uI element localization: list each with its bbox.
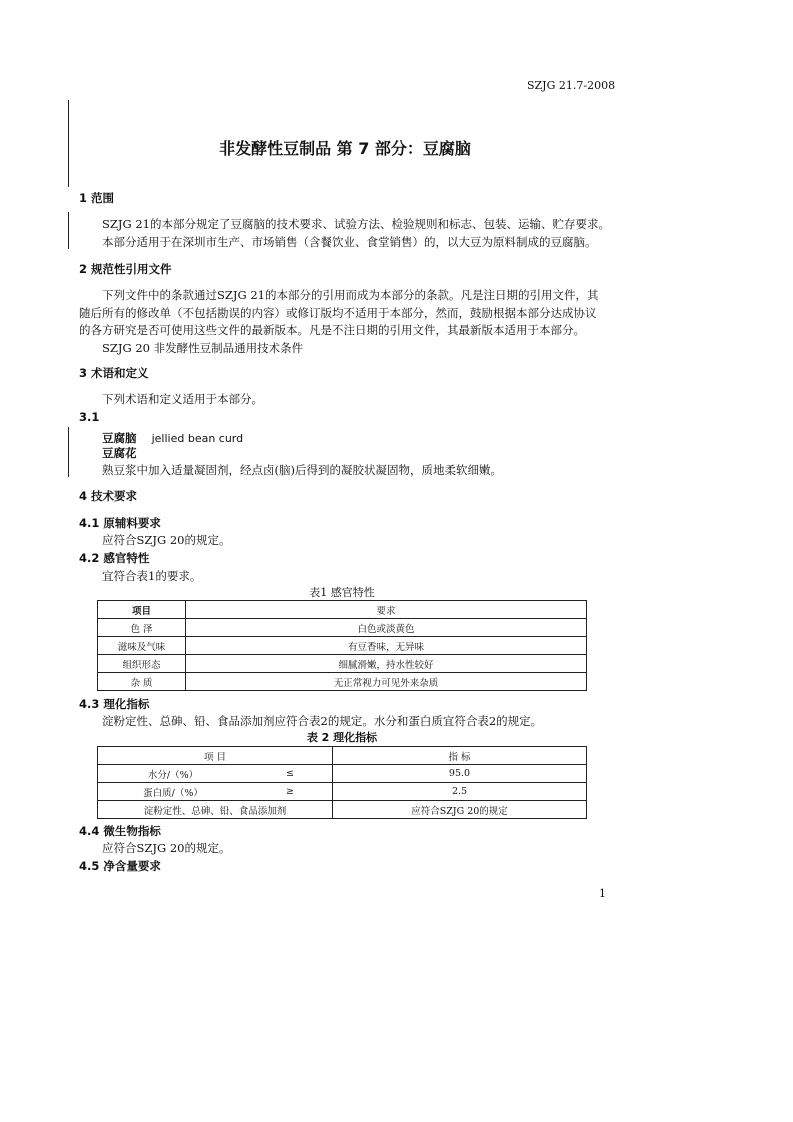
section-heading: 3 术语和定义 — [79, 366, 149, 380]
paragraph: 本部分适用于在深圳市生产、市场销售（含餐饮业、食堂销售）的，以大豆为原料制成的豆腐脑。 — [102, 235, 597, 249]
paragraph: 的各方研究是否可使用这些文件的最新版本。凡是不注日期的引用文件，其最新版本适用于本部分。 — [79, 323, 585, 337]
standard-code: SZJG 21.7-2008 — [527, 79, 616, 92]
table-row — [98, 673, 587, 691]
table-row — [98, 619, 587, 637]
table-row — [98, 655, 587, 673]
term-definition: 熟豆浆中加入适量凝固剂，经点卤(脑)后得到的凝胶状凝固物，质地柔软细嫩。 — [102, 463, 502, 477]
section-heading: 2 规范性引用文件 — [79, 262, 172, 276]
paragraph: 应符合SZJG 20的规定。 — [102, 533, 231, 547]
term-line — [102, 427, 243, 446]
physicochemical-table — [97, 746, 587, 819]
table-cell: 色 泽 — [98, 619, 186, 637]
table-cell: 淀粉定性、总砷、铅、食品添加剂 — [98, 801, 333, 819]
table-header-cell: 项 目 — [98, 747, 333, 765]
table-caption: 表1 感官特性 — [309, 586, 375, 599]
table-cell: 白色或淡黄色 — [186, 619, 587, 637]
table-row — [98, 765, 587, 783]
paragraph: 随后所有的修改单（不包括勘误的内容）或修订版均不适用于本部分，然而，鼓励根据本部分达成协议 — [79, 306, 597, 320]
revision-bar — [68, 212, 69, 249]
table-row — [98, 783, 587, 801]
subsection-heading: 4.2 感官特性 — [79, 551, 150, 565]
paragraph: SZJG 21的本部分规定了豆腐脑的技术要求、试验方法、检验规则和标志、包装、运输、贮存要求。 — [102, 217, 610, 231]
table-header-cell: 要求 — [186, 601, 587, 619]
table-cell: 细腻滑嫩，持水性较好 — [186, 655, 587, 673]
table-cell: 无正常视力可见外来杂质 — [186, 673, 587, 691]
sensory-table — [97, 600, 587, 691]
paragraph: 下列术语和定义适用于本部分。 — [102, 392, 263, 406]
table-cell: 有豆香味，无异味 — [186, 637, 587, 655]
table-cell: 杂 质 — [98, 673, 186, 691]
revision-bar — [68, 427, 69, 477]
table-cell: 蛋白质/（%） — [98, 783, 249, 801]
table-header-row — [98, 747, 587, 765]
document-title: 非发酵性豆制品 第 7 部分：豆腐脑 — [219, 139, 471, 158]
term-english: jellied bean curd — [151, 432, 244, 445]
paragraph: 应符合SZJG 20的规定。 — [102, 841, 231, 855]
table-row — [98, 801, 587, 819]
subsection-heading: 4.1 原辅料要求 — [79, 516, 161, 530]
term-alias: 豆腐花 — [102, 446, 137, 460]
table-cell: 应符合SZJG 20的规定 — [333, 801, 587, 819]
paragraph: 淀粉定性、总砷、铅、食品添加剂应符合表2的规定。水分和蛋白质宜符合表2的规定。 — [102, 714, 543, 728]
table-cell: 组织形态 — [98, 655, 186, 673]
page-number: 1 — [599, 887, 606, 900]
table-cell: 2.5 — [333, 783, 587, 801]
table-header-cell: 项目 — [98, 601, 186, 619]
table-caption: 表 2 理化指标 — [306, 731, 378, 744]
paragraph: 下列文件中的条款通过SZJG 21的本部分的引用而成为本部分的条款。凡是注日期的引用文件，其 — [102, 288, 599, 302]
subsection-heading: 4.3 理化指标 — [79, 697, 150, 711]
section-heading: 1 范围 — [79, 191, 115, 205]
clause-number: 3.1 — [79, 410, 100, 424]
table-cell: 滋味及气味 — [98, 637, 186, 655]
table-cell-symbol: ≥ — [248, 783, 333, 801]
subsection-heading: 4.5 净含量要求 — [79, 859, 161, 873]
section-heading: 4 技术要求 — [79, 489, 138, 503]
normative-reference: SZJG 20 非发酵性豆制品通用技术条件 — [102, 341, 304, 355]
table-cell: 水分/（%） — [98, 765, 249, 783]
term-name: 豆腐脑 — [102, 431, 137, 445]
table-header-row — [98, 601, 587, 619]
subsection-heading: 4.4 微生物指标 — [79, 824, 161, 838]
table-row — [98, 637, 587, 655]
paragraph: 宜符合表1的要求。 — [102, 569, 202, 583]
table-cell-symbol: ≤ — [248, 765, 333, 783]
table-header-cell: 指 标 — [333, 747, 587, 765]
table-cell: 95.0 — [333, 765, 587, 783]
